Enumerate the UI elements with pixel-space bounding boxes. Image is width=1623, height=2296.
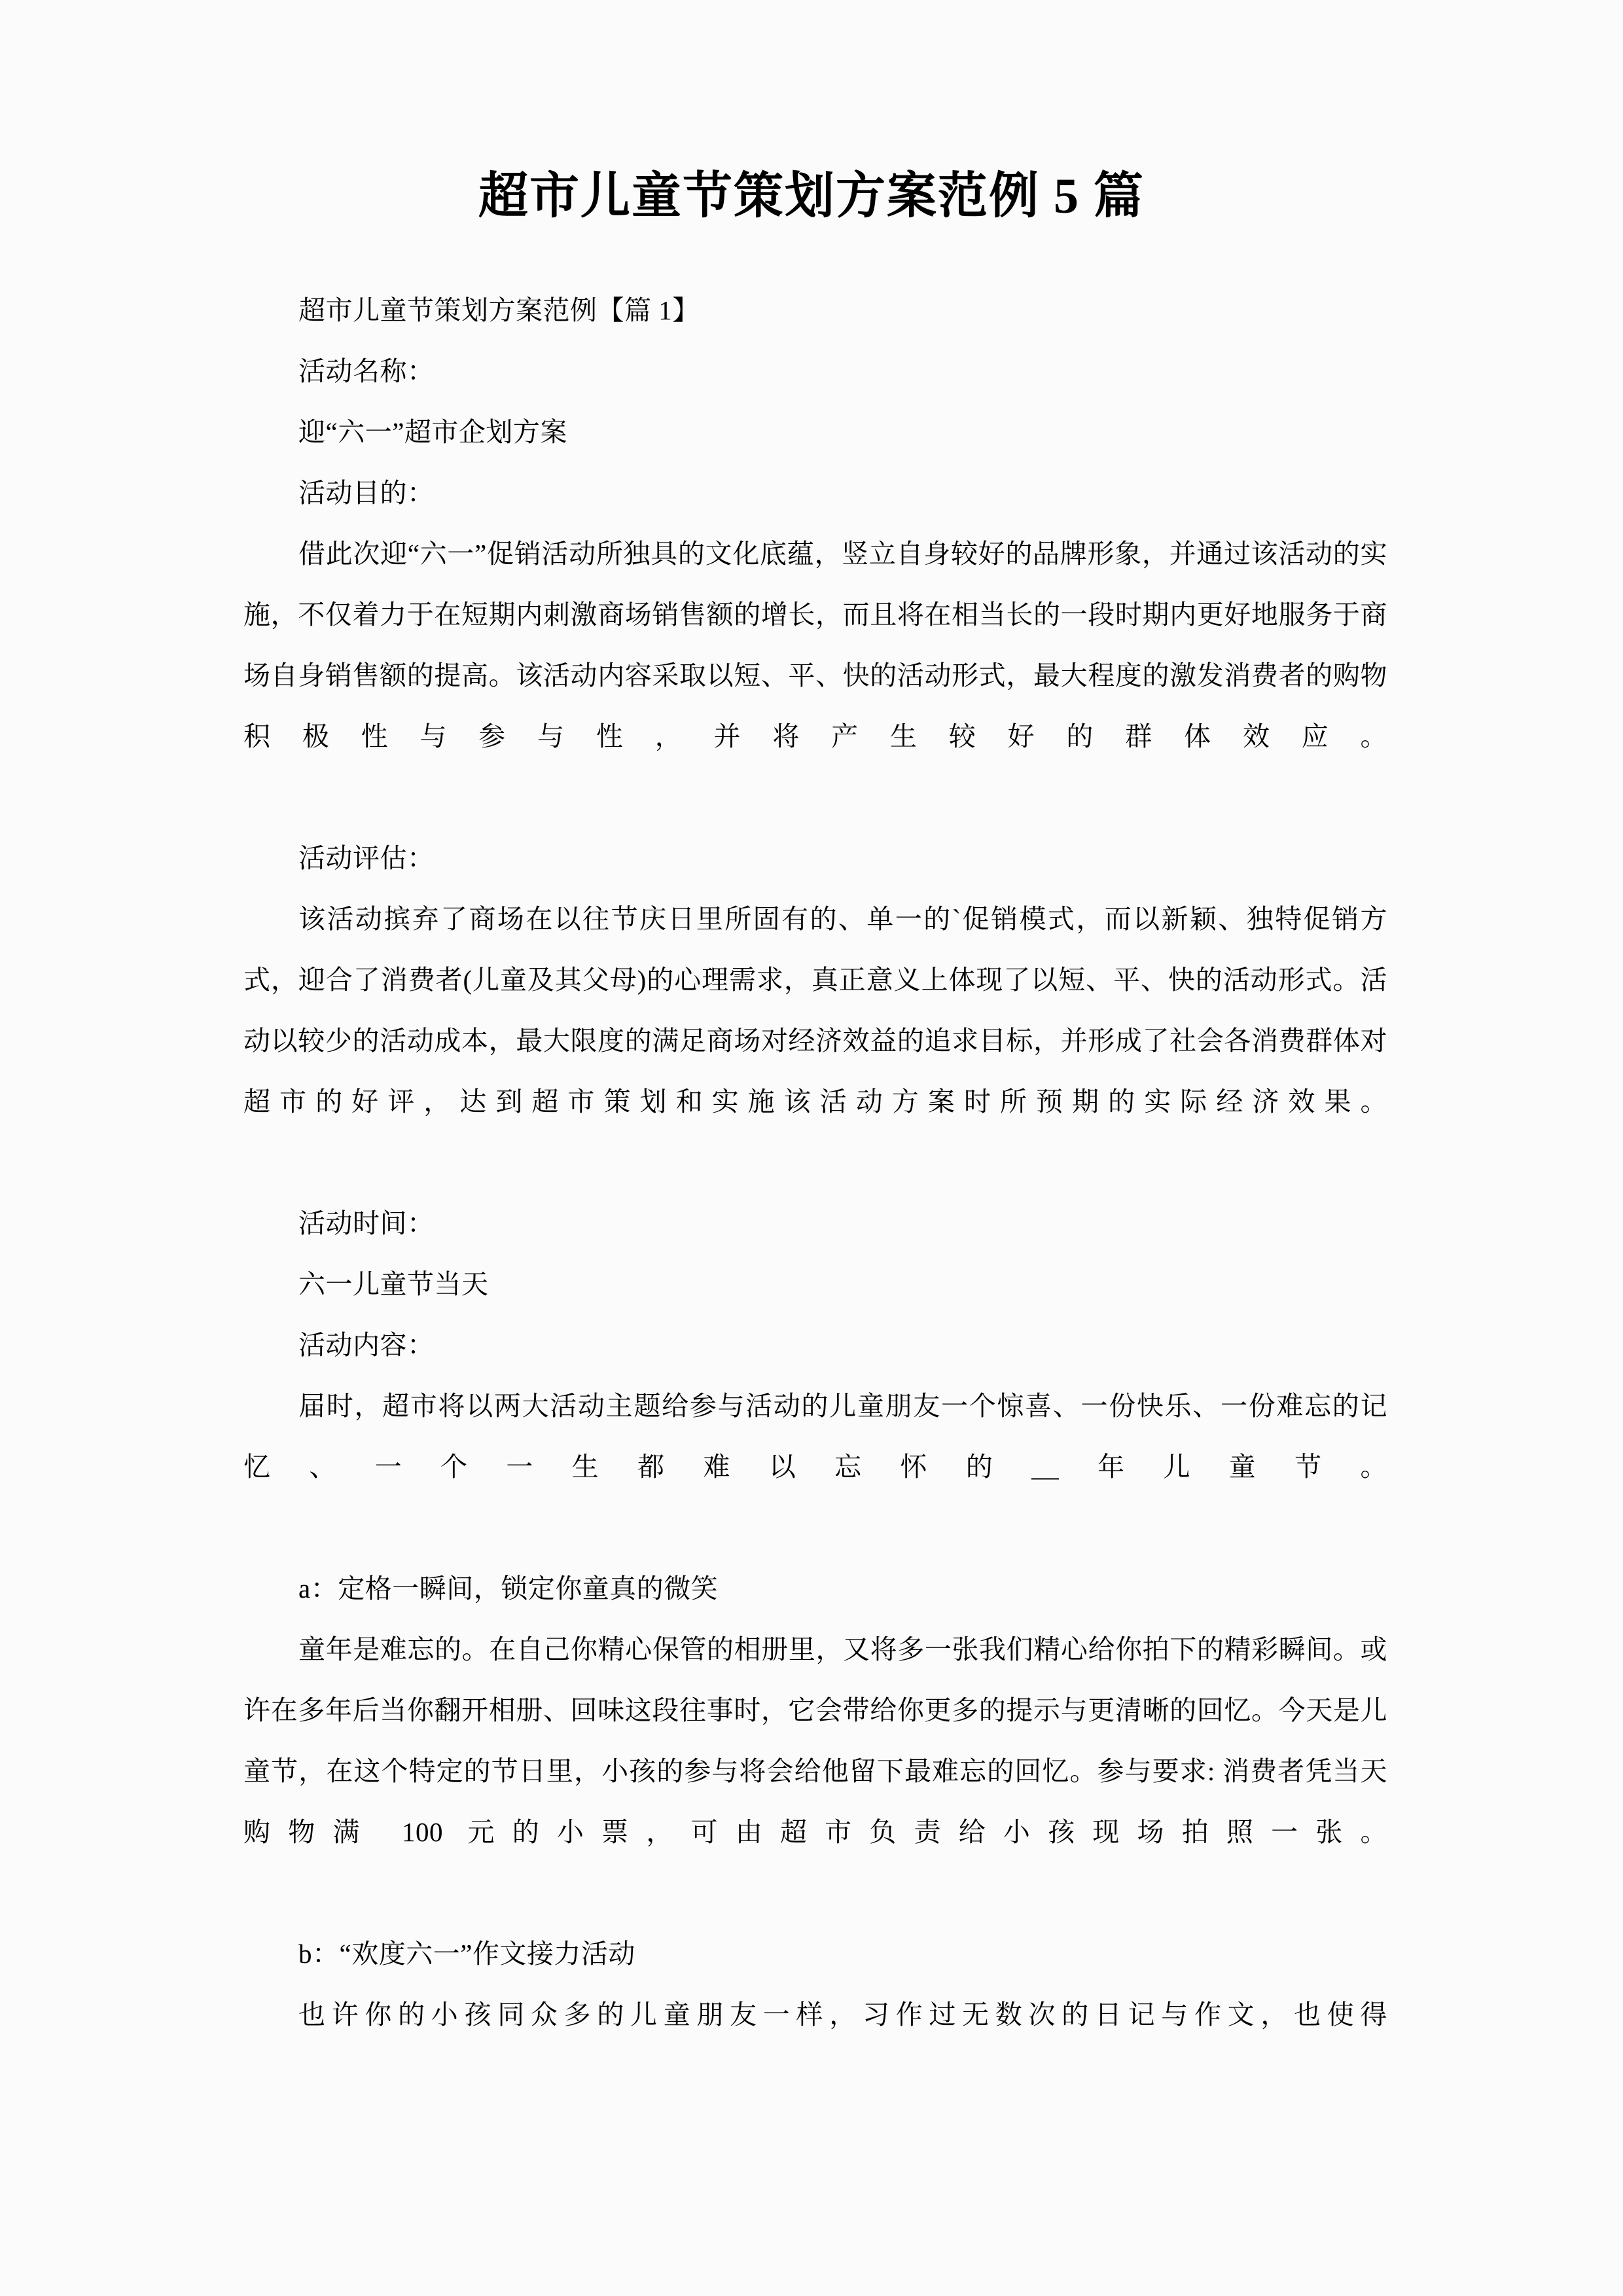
item-a-para: 童年是难忘的。在自己你精心保管的相册里，又将多一张我们精心给你拍下的精彩瞬间。或许在多年后当你翻开相册、回味这段往事时，它会带给你更多的提示与更清晰的回忆。今天是儿童节，在这个特定的节日里，小孩的参与将会给他留下最难忘的回忆。参与要求: 消费者凭当天购物满 100 元的小票，可由超市负责给小孩现场拍照一张。 (243, 1634, 1387, 1847)
label-activity-name: 活动名称： (298, 356, 435, 386)
item-b-para: 也许你的小孩同众多的儿童朋友一样，习作过无数次的日记与作文，也使得 (298, 2000, 1387, 2030)
section-heading-1: 超市儿童节策划方案范例【篇 1】 (298, 295, 700, 325)
value-activity-name: 迎“六一”超市企划方案 (298, 417, 567, 447)
label-activity-time: 活动时间： (298, 1208, 435, 1238)
label-activity-purpose: 活动目的： (298, 478, 435, 508)
para-activity-content-intro: 届时，超市将以两大活动主题给参与活动的儿童朋友一个惊喜、一份快乐、一份难忘的记忆、一个一生都难以忘怀的__年儿童节。 (243, 1391, 1387, 1482)
value-activity-time: 六一儿童节当天 (298, 1269, 489, 1299)
item-b-heading: b：“欢度六一”作文接力活动 (298, 1939, 635, 1969)
label-activity-content: 活动内容： (298, 1330, 435, 1360)
page-title: 超市儿童节策划方案范例 5 篇 (478, 169, 1145, 224)
item-a-heading: a：定格一瞬间，锁定你童真的微笑 (298, 1573, 719, 1604)
label-activity-evaluation: 活动评估： (298, 843, 435, 873)
para-activity-purpose: 借此次迎“六一”促销活动所独具的文化底蕴，竖立自身较好的品牌形象，并通过该活动的实施，不仅着力于在短期内刺激商场销售额的增长，而且将在相当长的一段时期内更好地服务于商场自身销售额的提高。该活动内容采取以短、平、快的活动形式，最大程度的激发消费者的购物积极性与参与性，并将产生较好的群体效应。 (243, 539, 1387, 751)
document-body (243, 280, 1387, 2106)
para-activity-evaluation: 该活动摈弃了商场在以往节庆日里所固有的、单一的`促销模式，而以新颖、独特促销方式，迎合了消费者(儿童及其父母)的心理需求，真正意义上体现了以短、平、快的活动形式。活动以较少的活动成本，最大限度的满足商场对经济效益的追求目标，并形成了社会各消费群体对超市的好评，达到超市策划和实施该活动方案时所预期的实际经济效果。 (243, 904, 1387, 1117)
